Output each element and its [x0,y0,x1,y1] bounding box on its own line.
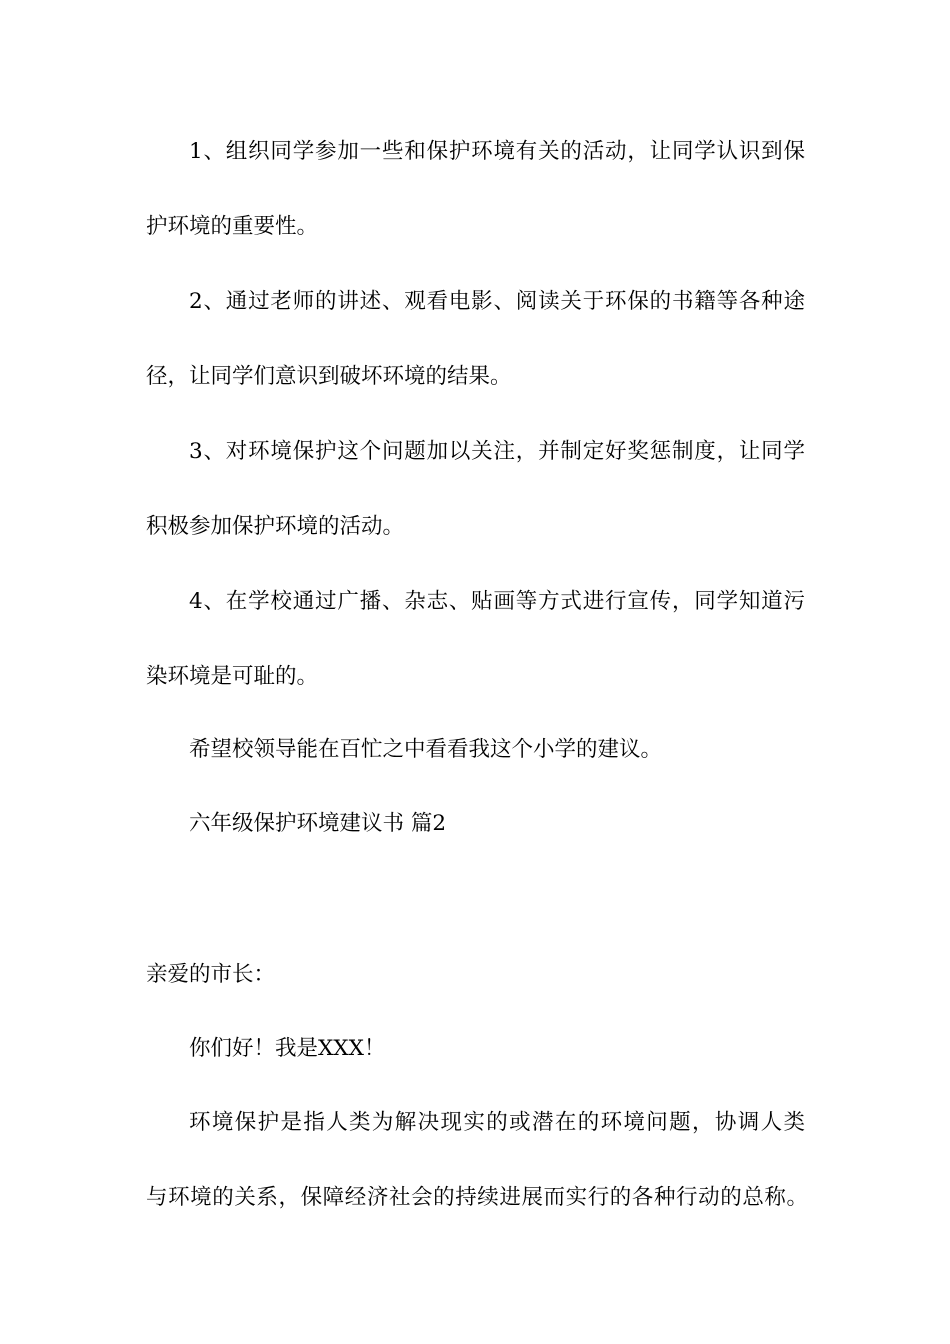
paragraph-1-line-2 [0,212,950,242]
paragraph-3-text-1: 3、对环境保护这个问题加以关注，并制定好奖惩制度，让同学 [189,439,805,464]
body-paragraph-line-1 [0,1108,950,1138]
paragraph-1-text-1: 1、组织同学参加一些和保护环境有关的活动，让同学认识到保 [189,139,805,164]
body-paragraph-line-2 [0,1183,950,1213]
greeting-text: 你们好！我是XXX！ [189,1036,386,1061]
paragraph-2-line-2 [0,362,950,392]
paragraph-4-line-2 [0,662,950,692]
paragraph-3-line-2 [0,512,950,542]
body-paragraph-text-2: 与环境的关系，保障经济社会的持续进展而实行的各种行动的总称。 [146,1185,808,1210]
salutation [0,960,950,990]
paragraph-2-text-1: 2、通过老师的讲述、观看电影、阅读关于环保的书籍等各种途 [189,289,805,314]
salutation-text: 亲爱的市长： [146,962,276,987]
paragraph-4-line-1 [0,587,950,617]
section-title-text: 六年级保护环境建议书 篇2 [189,811,447,836]
paragraph-1-text-2: 护环境的重要性。 [146,214,319,239]
closing-text: 希望校领导能在百忙之中看看我这个小学的建议。 [189,737,663,762]
paragraph-2-text-2: 径，让同学们意识到破坏环境的结果。 [146,364,512,389]
paragraph-2-line-1 [0,287,950,317]
body-paragraph-text-1: 环境保护是指人类为解决现实的或潜在的环境问题，协调人类 [189,1110,805,1135]
paragraph-3-line-1 [0,437,950,467]
paragraph-1-line-1 [0,137,950,167]
section-title [0,809,950,839]
paragraph-4-text-1: 4、在学校通过广播、杂志、贴画等方式进行宣传，同学知道污 [189,589,805,614]
closing-line [0,735,950,765]
greeting [0,1034,950,1064]
paragraph-3-text-2: 积极参加保护环境的活动。 [146,514,405,539]
paragraph-4-text-2: 染环境是可耻的。 [146,664,319,689]
